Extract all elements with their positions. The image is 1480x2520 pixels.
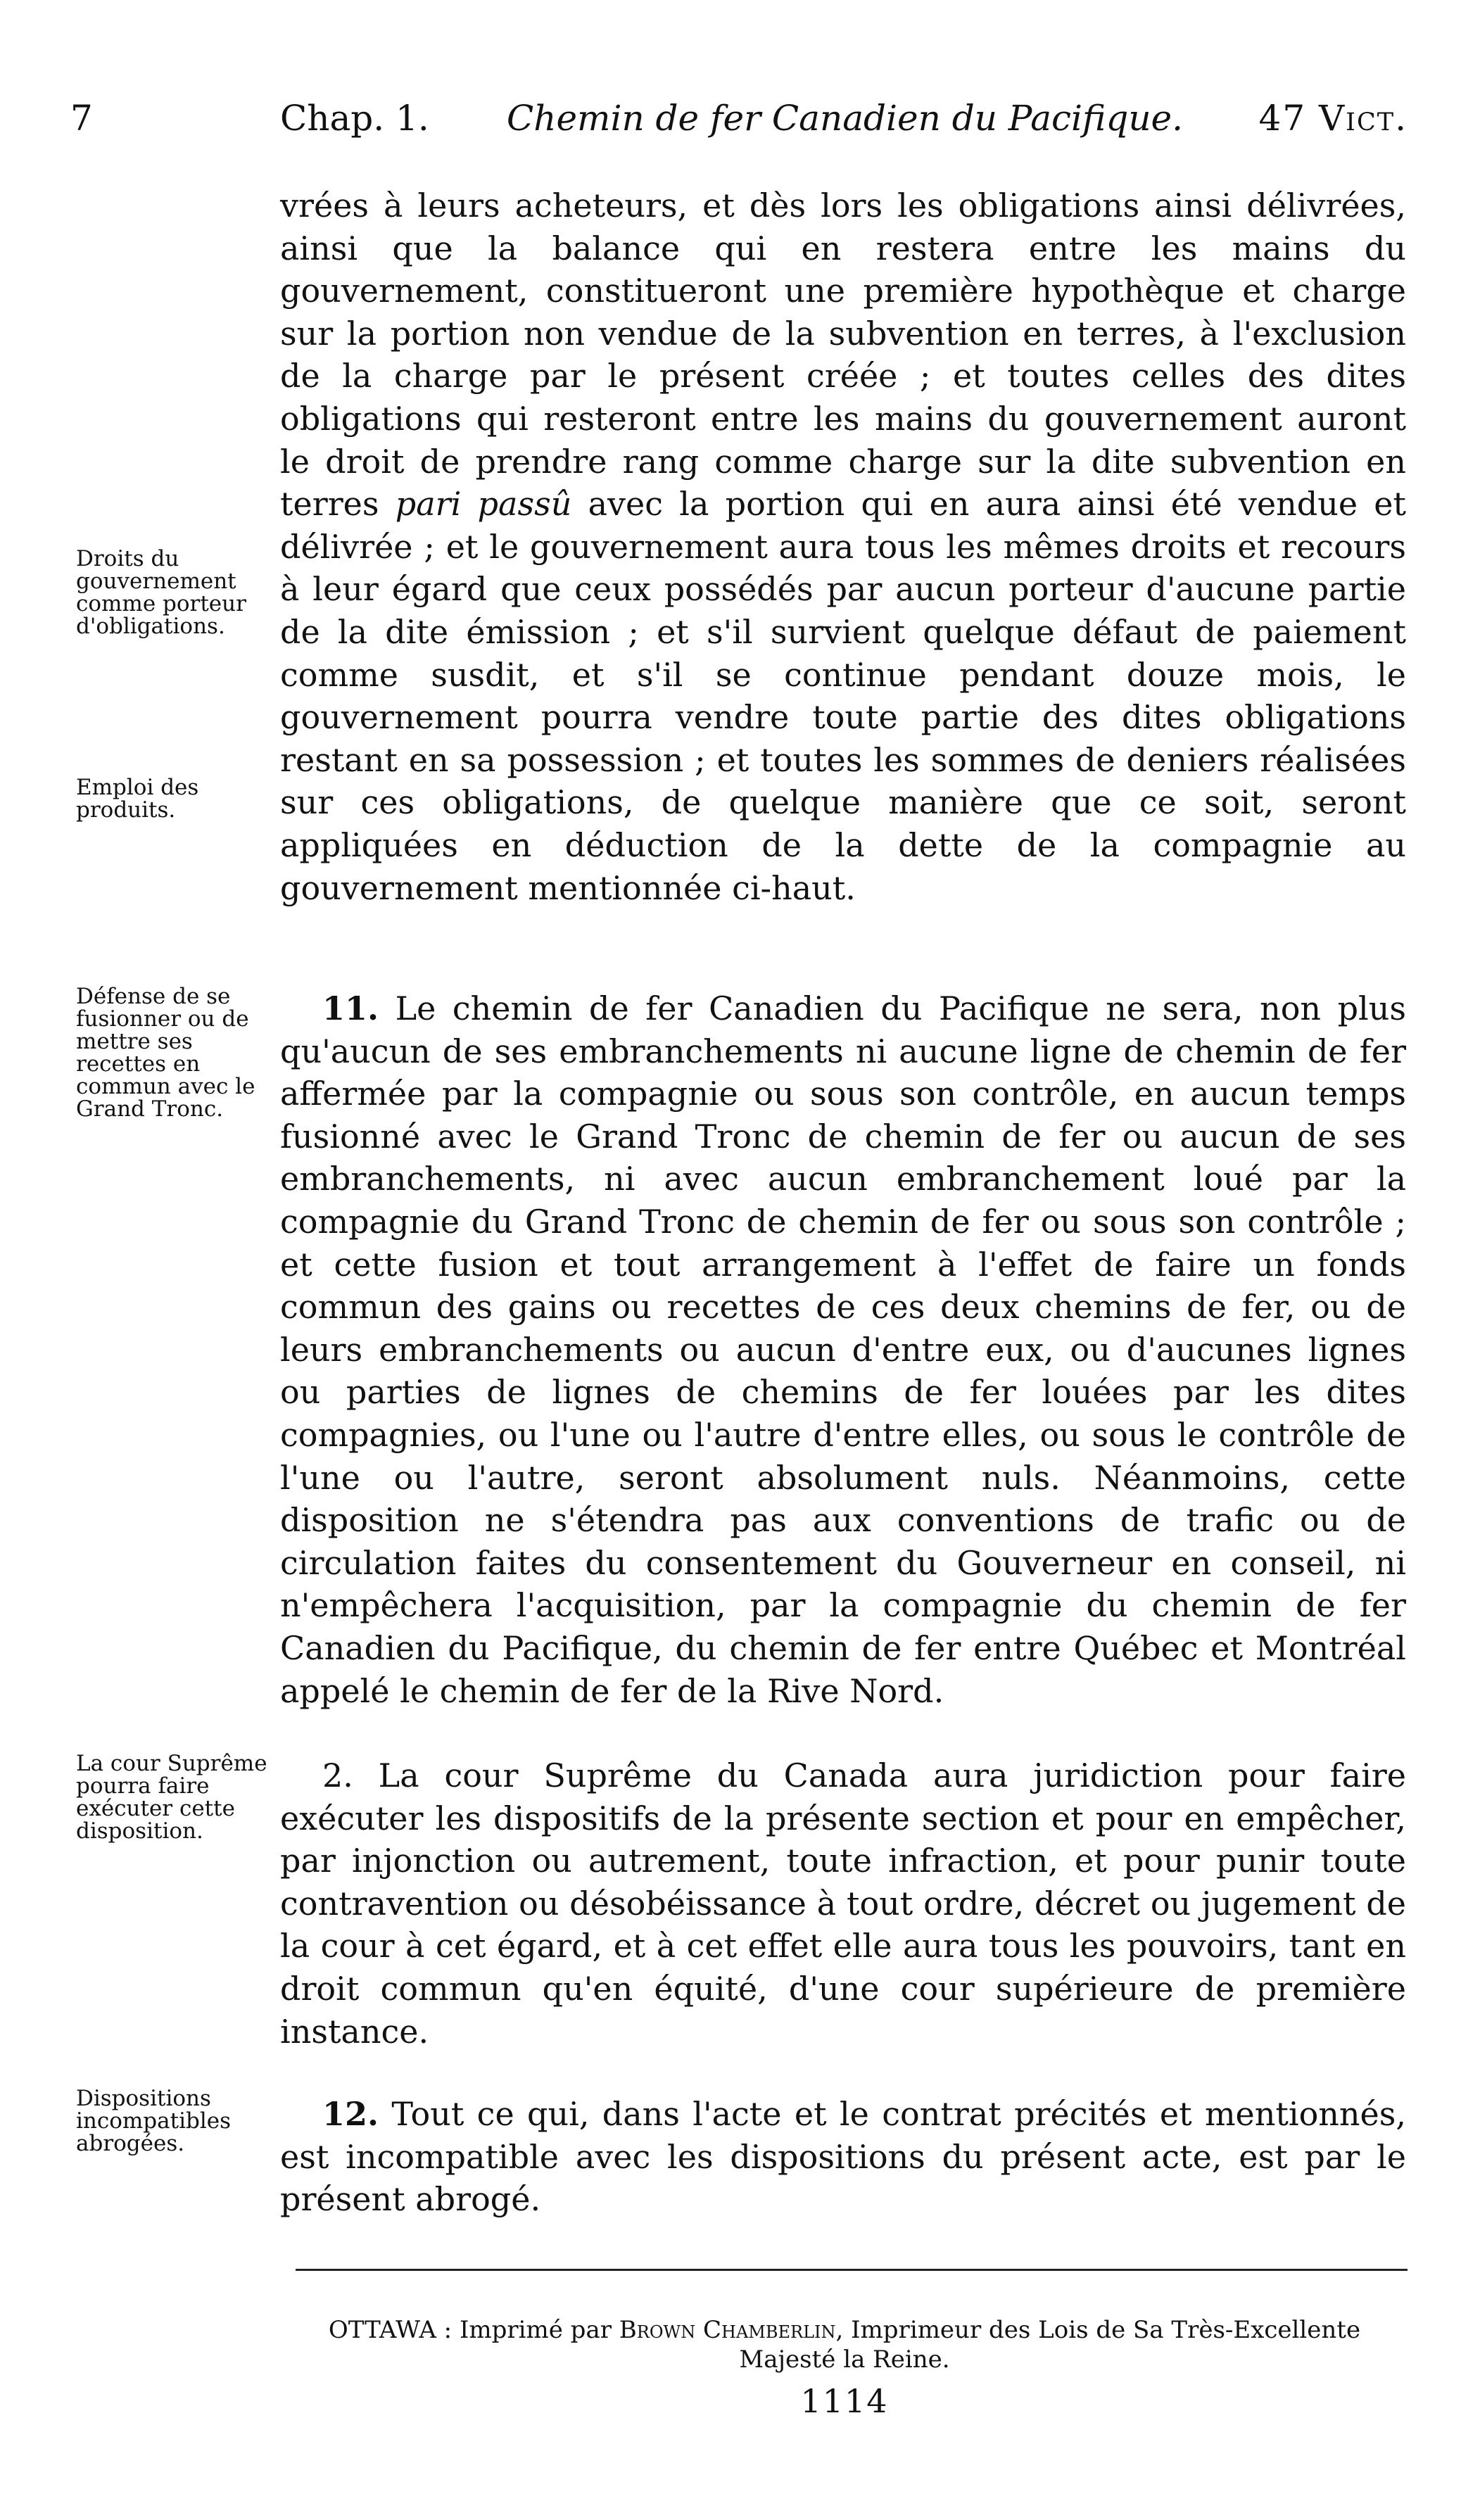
- paragraph-1-italic: pari passû: [395, 485, 572, 524]
- page-number: 7: [70, 98, 93, 139]
- section-11: [280, 987, 1406, 1712]
- chapter-label: Chap. 1.: [280, 98, 429, 139]
- section-11-2-text: 2. La cour Suprême du Canada aura juridiction pour faire exécuter les dispositifs de la présente section et pour en empêcher, par injonction ou autrement, toute infraction, et pour punir toute contravention ou désobéissance à tout ordre, décret ou jugement de la cour à cet égard, et à cet effet elle aura tous les pouvoirs, tant en droit commun qu'en équité, d'une cour supérieure de première instance.: [280, 1756, 1406, 2051]
- paragraph-1-text-b: avec la portion qui en aura ainsi été vendue et délivrée ; et le gouvernement aura tous les mêmes droits et recours à leur égard que ceux possédés par aucun porteur d'aucune partie de la dite émission ; et s'il survient quelque défaut de paiement comme susdit, et s'il se continue pendant douze mois, le gouvernement pourra vendre toute partie des dites obligations restant en sa possession ; et toutes les sommes de deniers réalisées sur ces obligations, de quelque manière que ce soit, seront appliquées en déduction de la dette de la compagnie au gouvernement mentionnée ci-haut.: [280, 485, 1407, 907]
- section-11-text: Le chemin de fer Canadien du Pacifique ne sera, non plus qu'aucun de ses embranchements ni aucune ligne de chemin de fer affermée par la compagnie ou sous son contrôle, en aucun temps fusionné avec le Grand Tronc de chemin de fer ou aucun de ses embranchements, ni avec aucun embranchement loué par la compagnie du Grand Tronc de chemin de fer ou sous son contrôle ; et cette fusion et tout arrangement à l'effet de faire un fonds commun des gains ou recettes de ces deux chemins de fer, ou de leurs embranchements ou aucun d'entre eux, ou d'aucunes lignes ou parties de lignes de chemins de fer louées par les dites compagnies, ou l'une ou l'autre d'entre elles, ou sous le contrôle de l'une ou l'autre, seront absolument nuls. Néanmoins, cette disposition ne s'étendra pas aux conventions de trafic ou de circulation faites du consentement du Gouverneur en conseil, ni n'empêchera l'acquisition, par la compagnie du chemin de fer Canadien du Pacifique, du chemin de fer entre Québec et Montréal appelé le chemin de fer de la Rive Nord.: [280, 989, 1406, 1710]
- regnal-year: 47 Vict.: [1258, 98, 1408, 139]
- marginal-note-emploi: Emploi des produits.: [76, 775, 199, 823]
- marginal-note-droits: Droits du gouvernement comme porteur d'obligations.: [76, 546, 246, 639]
- running-title: Chemin de fer Canadien du Pacifique.: [507, 98, 1184, 139]
- paragraph-1-text-a: vrées à leurs acheteurs, et dès lors les obligations ainsi délivrées, ainsi que la balance qui en restera entre les mains du gouvernement, constitueront une première hypothèque et charge sur la portion non vendue de la subvention en terres, à l'exclusion de la charge par le présent créée ; et toutes celles des dites obligations qui resteront entre les mains du gouvernement auront le droit de prendre rang comme charge sur la dite subvention en terres: [280, 186, 1406, 524]
- marginal-note-dispositions: Dispositions incompatibles abrogées.: [76, 2086, 232, 2156]
- imprint-by: Imprimé par: [459, 2316, 612, 2344]
- marginal-note-cour: La cour Suprême pourra faire exécuter cette disposition.: [76, 1751, 267, 1844]
- imprint-rest: Imprimeur des Lois de Sa Très-Excellente Majesté la Reine.: [739, 2316, 1361, 2374]
- folio-number: 1114: [800, 2382, 889, 2420]
- section-11-subsection-2: [280, 1754, 1406, 2053]
- paragraph-1: [280, 184, 1406, 909]
- imprint-printer: Brown Chamberlin,: [619, 2316, 844, 2344]
- imprint-city: OTTAWA :: [328, 2316, 453, 2344]
- footer-rule: [296, 2269, 1408, 2271]
- marginal-note-defense: Défense de se fusionner ou de mettre ses recettes en commun avec le Grand Tronc.: [76, 984, 255, 1122]
- imprint: [282, 2315, 1408, 2374]
- section-12: [280, 2093, 1406, 2221]
- running-header: [70, 90, 1408, 146]
- section-11-number: 11.: [322, 989, 379, 1027]
- section-12-number: 12.: [322, 2095, 379, 2133]
- section-12-text: Tout ce qui, dans l'acte et le contrat précités et mentionnés, est incompatible avec les dispositions du présent acte, est par le présent abrogé.: [280, 2095, 1407, 2219]
